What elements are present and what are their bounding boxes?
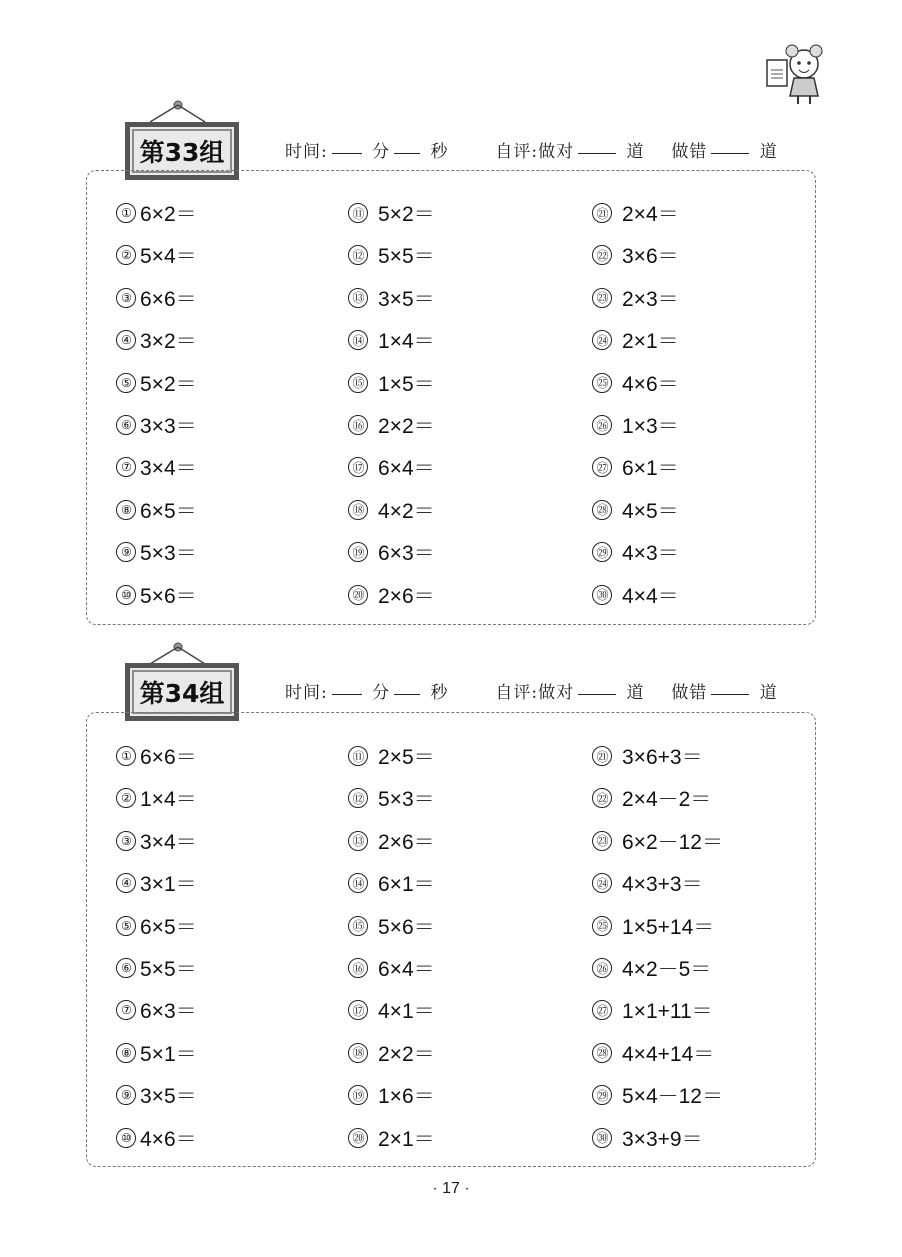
- problem-item: [348, 410, 435, 440]
- problem-item: [348, 741, 435, 771]
- problem-item: [348, 368, 435, 398]
- problem-expression: 1×4＝: [140, 788, 197, 812]
- problem-item: [116, 953, 197, 983]
- self-eval-label: 自评:做对: [495, 142, 575, 162]
- problem-item: [116, 283, 197, 313]
- correct-count-blank[interactable]: [578, 152, 616, 154]
- problem-expression: 6×4＝: [378, 958, 435, 981]
- problem-item: [116, 495, 197, 525]
- problem-number: ㉗: [592, 1000, 612, 1020]
- problem-expression: 1×4＝: [378, 330, 435, 354]
- wrong-label: 做错: [671, 683, 708, 703]
- problem-expression: 6×6＝: [140, 287, 197, 311]
- problem-number: ㉓: [592, 831, 612, 851]
- problem-number: ⑦: [116, 457, 136, 477]
- correct-unit: 道: [626, 683, 645, 703]
- problem-expression: 5×5＝: [378, 245, 435, 269]
- problem-number: ⑧: [116, 1043, 136, 1063]
- problem-number: ⑬: [348, 288, 368, 308]
- problem-item: [592, 368, 679, 398]
- problem-item: [592, 911, 714, 941]
- problem-number: ⑰: [348, 1000, 368, 1020]
- problem-item: [116, 1123, 197, 1153]
- problem-item: [116, 911, 197, 941]
- problem-expression: 4×5＝: [622, 499, 679, 523]
- problem-number: ⑪: [348, 203, 368, 223]
- time-and-score-line: [285, 678, 778, 703]
- problem-item: [116, 198, 197, 228]
- problem-expression: 3×5＝: [378, 287, 435, 311]
- problem-number: ⑯: [348, 958, 368, 978]
- problem-expression: 5×4＝: [140, 245, 197, 269]
- problem-number: ⑲: [348, 542, 368, 562]
- problem-number: ⑮: [348, 373, 368, 393]
- problem-expression: 5×5＝: [140, 958, 197, 981]
- problem-item: [592, 537, 679, 567]
- problem-expression: 3×4＝: [140, 830, 197, 854]
- problem-expression: 4×2＝: [378, 499, 435, 523]
- time-and-score-line: [285, 137, 778, 162]
- page-number: · 17 ·: [432, 1180, 470, 1197]
- problem-number: ⑤: [116, 916, 136, 936]
- problem-number: ㉙: [592, 1085, 612, 1105]
- problem-item: [116, 325, 197, 355]
- problem-number: ⑮: [348, 916, 368, 936]
- wrong-label: 做错: [671, 142, 708, 162]
- problem-number: ㉙: [592, 542, 612, 562]
- problem-number: ⑩: [116, 585, 136, 605]
- problem-item: [116, 410, 197, 440]
- problem-number: ㉕: [592, 373, 612, 393]
- problem-number: ⑦: [116, 1000, 136, 1020]
- problem-expression: 5×2＝: [378, 203, 435, 226]
- problem-number: ⑱: [348, 1043, 368, 1063]
- problem-number: ⑥: [116, 958, 136, 978]
- problem-expression: 2×1＝: [378, 1127, 435, 1151]
- problem-expression: 3×3＝: [140, 415, 197, 438]
- problem-number: ㉖: [592, 958, 612, 978]
- problem-number: ㉑: [592, 746, 612, 766]
- problem-expression: 1×1+11＝: [622, 1000, 713, 1024]
- problem-item: [116, 1038, 197, 1068]
- problem-item: [592, 953, 711, 983]
- time-label: 时间:: [285, 683, 328, 703]
- correct-unit: 道: [626, 142, 645, 162]
- problem-item: [116, 1080, 197, 1110]
- problem-expression: 6×5＝: [140, 499, 197, 523]
- problem-item: [348, 826, 435, 856]
- problem-expression: 4×4+14＝: [622, 1042, 715, 1066]
- problem-item: [592, 868, 703, 898]
- problem-expression: 1×5+14＝: [622, 915, 715, 939]
- girl-mascot-icon: [762, 38, 832, 108]
- problem-item: [348, 240, 435, 270]
- problem-number: ②: [116, 245, 136, 265]
- problem-expression: 2×5＝: [378, 746, 435, 769]
- problem-expression: 4×6＝: [140, 1127, 197, 1151]
- problem-expression: 1×6＝: [378, 1085, 435, 1109]
- problem-expression: 6×5＝: [140, 915, 197, 939]
- problem-number: ⑭: [348, 873, 368, 893]
- minutes-blank[interactable]: [332, 152, 362, 154]
- wrong-count-blank[interactable]: [711, 152, 749, 154]
- problem-item: [592, 240, 679, 270]
- problem-number: ⑬: [348, 831, 368, 851]
- problem-expression: 4×4＝: [622, 584, 679, 608]
- problem-item: [116, 537, 197, 567]
- problem-expression: 4×1＝: [378, 1000, 435, 1024]
- problem-number: ④: [116, 330, 136, 350]
- problem-number: ㉔: [592, 330, 612, 350]
- problem-number: ⑩: [116, 1128, 136, 1148]
- problem-expression: 4×6＝: [622, 372, 679, 396]
- problem-item: [592, 995, 713, 1025]
- problem-item: [592, 325, 679, 355]
- problem-number: ⑨: [116, 542, 136, 562]
- problem-expression: 4×2－5＝: [622, 958, 712, 981]
- problem-item: [592, 826, 723, 856]
- problem-item: [116, 868, 197, 898]
- time-label: 时间:: [285, 142, 328, 162]
- problem-number: ⑰: [348, 457, 368, 477]
- problem-number: ⑲: [348, 1085, 368, 1105]
- problem-expression: 3×4＝: [140, 457, 197, 481]
- problem-item: [348, 1080, 435, 1110]
- problem-item: [592, 1038, 714, 1068]
- problem-item: [592, 495, 679, 525]
- problem-number: ⑧: [116, 500, 136, 520]
- problem-number: ④: [116, 873, 136, 893]
- problem-expression: 5×1＝: [140, 1042, 197, 1066]
- problem-item: [592, 452, 679, 482]
- problem-item: [592, 1123, 703, 1153]
- problem-number: ㉕: [592, 916, 612, 936]
- seconds-label: 秒: [430, 683, 449, 703]
- problem-item: [592, 198, 679, 228]
- problem-item: [348, 911, 435, 941]
- problem-expression: 2×2＝: [378, 415, 435, 438]
- problem-expression: 6×6＝: [140, 746, 197, 769]
- problem-item: [116, 783, 197, 813]
- problem-item: [348, 868, 435, 898]
- problem-number: ㉚: [592, 1128, 612, 1148]
- problem-expression: 6×2－12＝: [622, 830, 723, 854]
- problem-item: [348, 452, 435, 482]
- problem-item: [116, 826, 197, 856]
- problem-number: ⑳: [348, 1128, 368, 1148]
- problem-expression: 2×4－2＝: [622, 788, 712, 812]
- problem-expression: 3×6＝: [622, 245, 679, 269]
- minutes-label: 分: [372, 142, 391, 162]
- problem-expression: 6×2＝: [140, 203, 197, 226]
- problem-number: ㉗: [592, 457, 612, 477]
- problem-expression: 2×6＝: [378, 830, 435, 854]
- problem-item: [348, 1123, 435, 1153]
- problem-expression: 2×4＝: [622, 203, 679, 226]
- problem-expression: 6×1＝: [378, 873, 435, 897]
- problem-number: ㉒: [592, 788, 612, 808]
- problem-item: [116, 368, 197, 398]
- problem-expression: 5×4－12＝: [622, 1085, 723, 1109]
- problem-number: ㉒: [592, 245, 612, 265]
- problem-item: [348, 995, 435, 1025]
- seconds-label: 秒: [430, 142, 449, 162]
- problem-item: [348, 580, 435, 610]
- problem-expression: 2×3＝: [622, 287, 679, 311]
- problem-item: [592, 783, 711, 813]
- problem-number: ⑫: [348, 245, 368, 265]
- problem-expression: 5×6＝: [140, 584, 197, 608]
- correct-count-blank[interactable]: [578, 693, 616, 695]
- minutes-label: 分: [372, 683, 391, 703]
- problem-item: [116, 741, 197, 771]
- problem-item: [348, 198, 435, 228]
- problem-item: [348, 783, 435, 813]
- problem-item: [116, 240, 197, 270]
- problem-item: [348, 953, 435, 983]
- problem-number: ⑪: [348, 746, 368, 766]
- problem-expression: 3×6+3＝: [622, 746, 703, 769]
- problem-number: ②: [116, 788, 136, 808]
- problem-expression: 6×1＝: [622, 457, 679, 481]
- problem-expression: 5×6＝: [378, 915, 435, 939]
- problem-number: ㉚: [592, 585, 612, 605]
- group-title: 第33组: [139, 138, 225, 167]
- problem-item: [592, 283, 679, 313]
- problem-item: [348, 283, 435, 313]
- problem-number: ㉓: [592, 288, 612, 308]
- problem-expression: 1×5＝: [378, 372, 435, 396]
- problem-number: ⑱: [348, 500, 368, 520]
- problem-item: [348, 325, 435, 355]
- problem-number: ⑯: [348, 415, 368, 435]
- problem-number: ⑥: [116, 415, 136, 435]
- problem-item: [592, 1080, 723, 1110]
- problem-number: ㉘: [592, 500, 612, 520]
- problem-number: ㉑: [592, 203, 612, 223]
- problem-number: ⑨: [116, 1085, 136, 1105]
- problem-number: ③: [116, 831, 136, 851]
- minutes-blank[interactable]: [332, 693, 362, 695]
- problem-number: ⑫: [348, 788, 368, 808]
- problem-item: [348, 1038, 435, 1068]
- problem-item: [116, 452, 197, 482]
- problem-number: ⑳: [348, 585, 368, 605]
- problem-item: [348, 537, 435, 567]
- seconds-blank[interactable]: [394, 152, 420, 154]
- seconds-blank[interactable]: [394, 693, 420, 695]
- problem-expression: 5×3＝: [140, 542, 197, 566]
- problem-expression: 1×3＝: [622, 415, 679, 438]
- problem-expression: 3×5＝: [140, 1085, 197, 1109]
- problem-item: [348, 495, 435, 525]
- problem-expression: 3×3+9＝: [622, 1127, 703, 1151]
- problem-expression: 6×3＝: [378, 542, 435, 566]
- problem-item: [116, 995, 197, 1025]
- problem-item: [592, 741, 703, 771]
- problem-number: ㉘: [592, 1043, 612, 1063]
- problem-item: [116, 580, 197, 610]
- problem-expression: 2×6＝: [378, 584, 435, 608]
- wrong-unit: 道: [759, 683, 778, 703]
- problem-expression: 5×2＝: [140, 372, 197, 396]
- problem-number: ③: [116, 288, 136, 308]
- problem-expression: 3×2＝: [140, 330, 197, 354]
- self-eval-label: 自评:做对: [495, 683, 575, 703]
- problem-expression: 5×3＝: [378, 788, 435, 812]
- problem-number: ⑤: [116, 373, 136, 393]
- problem-expression: 6×3＝: [140, 1000, 197, 1024]
- problem-number: ㉔: [592, 873, 612, 893]
- problem-item: [592, 580, 679, 610]
- problem-expression: 2×2＝: [378, 1042, 435, 1066]
- problem-number: ㉖: [592, 415, 612, 435]
- group-title: 第34组: [139, 679, 225, 708]
- problem-expression: 4×3＝: [622, 542, 679, 566]
- wrong-unit: 道: [759, 142, 778, 162]
- problem-expression: 6×4＝: [378, 457, 435, 481]
- problem-expression: 3×1＝: [140, 873, 197, 897]
- problem-number: ①: [116, 746, 136, 766]
- problem-item: [592, 410, 679, 440]
- problem-expression: 2×1＝: [622, 330, 679, 354]
- problem-number: ⑭: [348, 330, 368, 350]
- wrong-count-blank[interactable]: [711, 693, 749, 695]
- problem-expression: 4×3+3＝: [622, 873, 703, 897]
- problem-number: ①: [116, 203, 136, 223]
